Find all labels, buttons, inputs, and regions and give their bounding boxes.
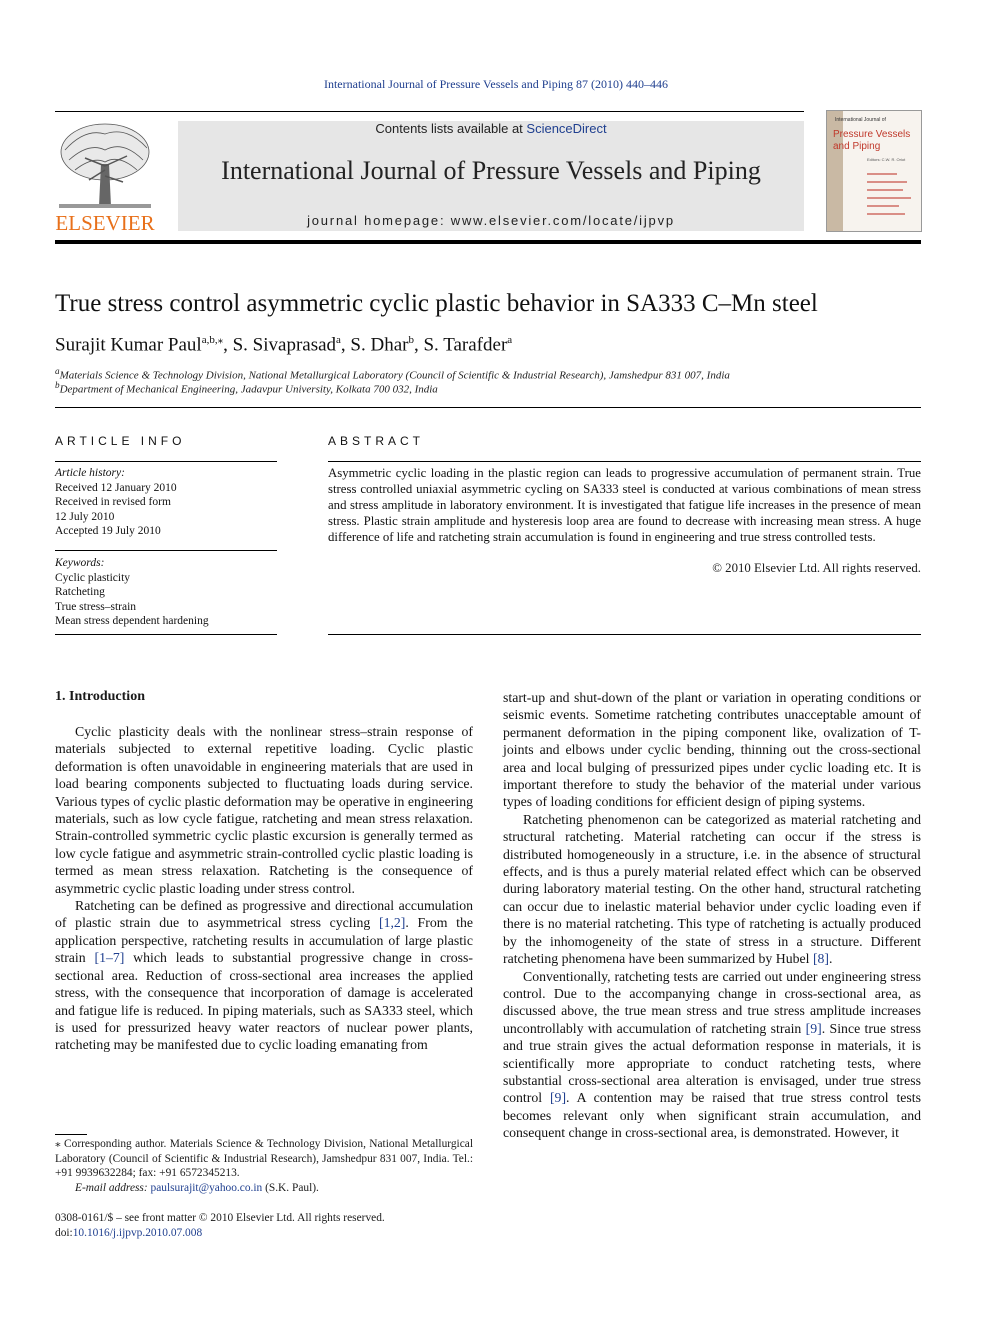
cover-title: Pressure Vessels and Piping	[833, 129, 911, 152]
cover-editors: Editors: C.W. R. Oriot	[867, 157, 906, 162]
header-rule	[55, 111, 804, 112]
keyword: Cyclic plasticity	[55, 571, 131, 584]
abstract-text: Asymmetric cyclic loading in the plastic region can leads to progressive accumulation of permanent strain. True stress controlled uniaxial asymmetric cycling on SA333 steel is conducted at various combinations of mean stress and stress amplitude in laboratory environment. It is investigated that fatigue life increases in the presence of mean stress. Plastic strain amplitude and hysteresis loop area are found to decrease with increasing mean stress. A huge difference of life and ratcheting strain accumulation is found in engineering and true stress controlled tests.	[328, 466, 921, 544]
reference-link[interactable]: [1–7]	[94, 950, 125, 966]
affiliation-text: Materials Science & Technology Division, National Metallurgical Laboratory (Council of Scientific & Industrial Research), Jamshedpur 831 007, India	[59, 369, 730, 382]
sciencedirect-link[interactable]: ScienceDirect	[526, 121, 607, 136]
history-label: Article history:	[55, 467, 125, 479]
cover-line-mark	[867, 173, 897, 175]
author-affil-mark[interactable]: b	[408, 334, 414, 346]
front-matter	[55, 1211, 385, 1240]
email-label: E-mail address:	[75, 1181, 151, 1194]
author-name: , S. Dhar	[340, 334, 409, 356]
corresponding-author-note: ⁎ Corresponding author. Materials Science & Technology Division, National Metallurgical Laboratory (Council of Scientific & Industrial Research), Jamshedpur 831 007, India. Tel.: +91 9939632284; fax: +91 6572345213.	[55, 1138, 473, 1179]
elsevier-tree-icon	[55, 120, 155, 232]
history-line: Received 12 January 2010	[55, 481, 177, 494]
article-history	[55, 466, 177, 539]
paragraph-text: Ratcheting can be defined as progressive and directional accumulation of plastic strain due to asymmetrical stress cycling	[55, 898, 473, 931]
cover-line1: International Journal of	[835, 117, 886, 123]
elsevier-logo	[55, 120, 155, 232]
header-thick-rule	[55, 240, 921, 244]
reference-link[interactable]: [8]	[812, 951, 830, 967]
journal-cover-image	[826, 110, 922, 232]
journal-homepage-link[interactable]: journal homepage: www.elsevier.com/locate/ijpvp	[307, 213, 675, 228]
body-column-right	[503, 689, 921, 1142]
paragraph: Cyclic plasticity deals with the nonlinear stress–strain response of materials subjected to external repetitive loading. Cyclic plastic deformation is often unavoidable in engineering materials that are used in load bearing components subjected to fluctuating loads during service. Various types of cyclic plastic deformation may be operative in engineering materials, such as low cycle fatigue, ratcheting and mean stress relaxation. Strain-controlled symmetric cyclic plastic excursion is generally termed as low cycle fatigue and asymmetric strain-controlled cyclic plastic loading is termed as mean stress relaxation. Ratcheting is the consequence of asymmetric cyclic plastic loading under stress control.	[55, 724, 473, 896]
author-name: , S. Tarafder	[413, 334, 508, 356]
article-title: True stress control asymmetric cyclic plastic behavior in SA333 C–Mn steel	[55, 290, 818, 317]
doi-prefix: doi:	[55, 1226, 73, 1239]
contents-line	[178, 121, 804, 136]
doi-link[interactable]: 10.1016/j.ijpvp.2010.07.008	[72, 1226, 203, 1239]
body-column-left	[55, 723, 473, 1054]
reference-link[interactable]: [1,2]	[378, 915, 406, 931]
keyword: True stress–strain	[55, 600, 137, 613]
history-line: Received in revised form	[55, 496, 171, 508]
footnote-rule	[55, 1134, 87, 1135]
author-affil-mark[interactable]: a	[336, 334, 341, 346]
keywords	[55, 556, 209, 629]
paragraph-text: which leads to substantial progressive change in cross-sectional area. Reduction of cross-sectional area increases the applied stress, with the consequence that incorporation of damage is accelerated and fatigue life is reduced. In piping materials, such as SA333 steel, which is used for pressurized heavy water reactors of nuclear power plants, ratcheting may be manifested due to cyclic loading emanating from	[55, 950, 473, 1053]
abstract-rule	[328, 461, 921, 462]
history-line: 12 July 2010	[55, 510, 115, 523]
elsevier-wordmark: ELSEVIER	[55, 211, 155, 232]
journal-title: International Journal of Pressure Vessels and Piping	[221, 156, 761, 185]
footnote	[55, 1137, 473, 1195]
history-line: Accepted 19 July 2010	[55, 525, 161, 537]
affiliation-mark: b	[55, 380, 60, 390]
author-affil-mark[interactable]: a	[507, 334, 513, 346]
reference-link[interactable]: [9]	[549, 1090, 567, 1106]
keyword: Mean stress dependent hardening	[55, 615, 209, 627]
cover-line-mark	[867, 213, 905, 215]
cover-line-mark	[867, 189, 903, 191]
author-list	[55, 333, 512, 356]
section-rule	[55, 407, 921, 408]
affiliation-mark: a	[55, 366, 60, 376]
author-affil-mark[interactable]: a,b,⁎	[201, 334, 224, 346]
contents-prefix: Contents lists available at	[375, 121, 527, 136]
email-suffix: (S.K. Paul).	[262, 1181, 319, 1194]
paragraph	[503, 811, 921, 968]
paragraph-text: Conventionally, ratcheting tests are carried out under engineering stress control. Due to the accompanying change in cross-sectional area, as discussed above, the true mean stress and true stress amplitude increases uncontrollably with accumulation of ratcheting strain	[503, 968, 921, 1036]
keywords-label: Keywords:	[55, 557, 105, 569]
paragraph: start-up and shut-down of the plant or variation in operating conditions or seismic events. Sometime ratcheting contributes unacceptable amount of permanent deformation in the piping component like, ovalization of T-joints and elbows under cyclic bending, thinning out the cross-sectional area and local bulging of pressurized pipes under cyclic loading etc. It is important therefore to study the behavior of the material under various types of loading conditions for efficient design of piping systems.	[503, 690, 921, 810]
paragraph	[503, 968, 921, 1142]
abstract-end-rule	[328, 634, 921, 635]
paragraph	[55, 897, 473, 1054]
paragraph-text: . Since true stress and true strain gives the actual deformation response in materials, it is scientifically more appropriate to conduct ratcheting tests, where substantial cross-sectional area alteration is envisaged, under true stress control	[503, 1020, 921, 1106]
affiliation-text: Department of Mechanical Engineering, Jadavpur University, Kolkata 700 032, India	[59, 383, 438, 396]
paragraph-text: . A contention may be raised that true stress control tests becomes relevant only when significant strain accumulation, and consequent change in cross-sectional area, is demonstrated. However, it	[503, 1090, 921, 1141]
author-name: , S. Sivaprasad	[223, 334, 337, 356]
abstract-heading: ABSTRACT	[328, 434, 425, 448]
issn-line: 0308-0161/$ – see front matter © 2010 Elsevier Ltd. All rights reserved.	[55, 1212, 385, 1224]
paragraph-text: . From the application perspective, ratcheting results in accumulation of large plastic strain	[55, 915, 473, 966]
cover-line-mark	[867, 205, 899, 207]
affiliation	[55, 380, 438, 396]
article-info-heading: ARTICLE INFO	[55, 434, 186, 448]
paragraph-text: .	[829, 951, 833, 967]
cover-line-mark	[867, 181, 907, 183]
article-info-rule	[55, 461, 277, 462]
keywords-rule	[55, 550, 277, 551]
email-line	[55, 1181, 473, 1196]
keyword: Ratcheting	[55, 586, 105, 598]
cover-line-mark	[867, 197, 911, 199]
doi-line	[55, 1226, 385, 1241]
abstract-copyright: © 2010 Elsevier Ltd. All rights reserved.	[712, 561, 921, 575]
section-heading-introduction: 1. Introduction	[55, 689, 145, 704]
email-link[interactable]: paulsurajit@yahoo.co.in	[150, 1181, 263, 1194]
author-name: Surajit Kumar Paul	[55, 334, 202, 356]
paragraph-text: Ratcheting phenomenon can be categorized as material ratcheting and structural ratcheting. Material ratcheting can occur if the stress is distributed homogeneously in a structure, i.e. in the absence of structural effects, and is thus a purely material related effect which can be observed during laboratory material testing. On the other hand, structural ratcheting can occur due to inelastic material behavior under cyclic loading even if there is no material ratcheting. This type of ratcheting is actually produced by the inhomogeneity of the state of stress in a structure. Different ratcheting phenomena have been summarized by Hubel	[503, 811, 921, 967]
article-info-end-rule	[55, 634, 277, 635]
reference-link[interactable]: [9]	[805, 1020, 822, 1036]
journal-citation: International Journal of Pressure Vessels and Piping 87 (2010) 440–446	[323, 77, 669, 91]
